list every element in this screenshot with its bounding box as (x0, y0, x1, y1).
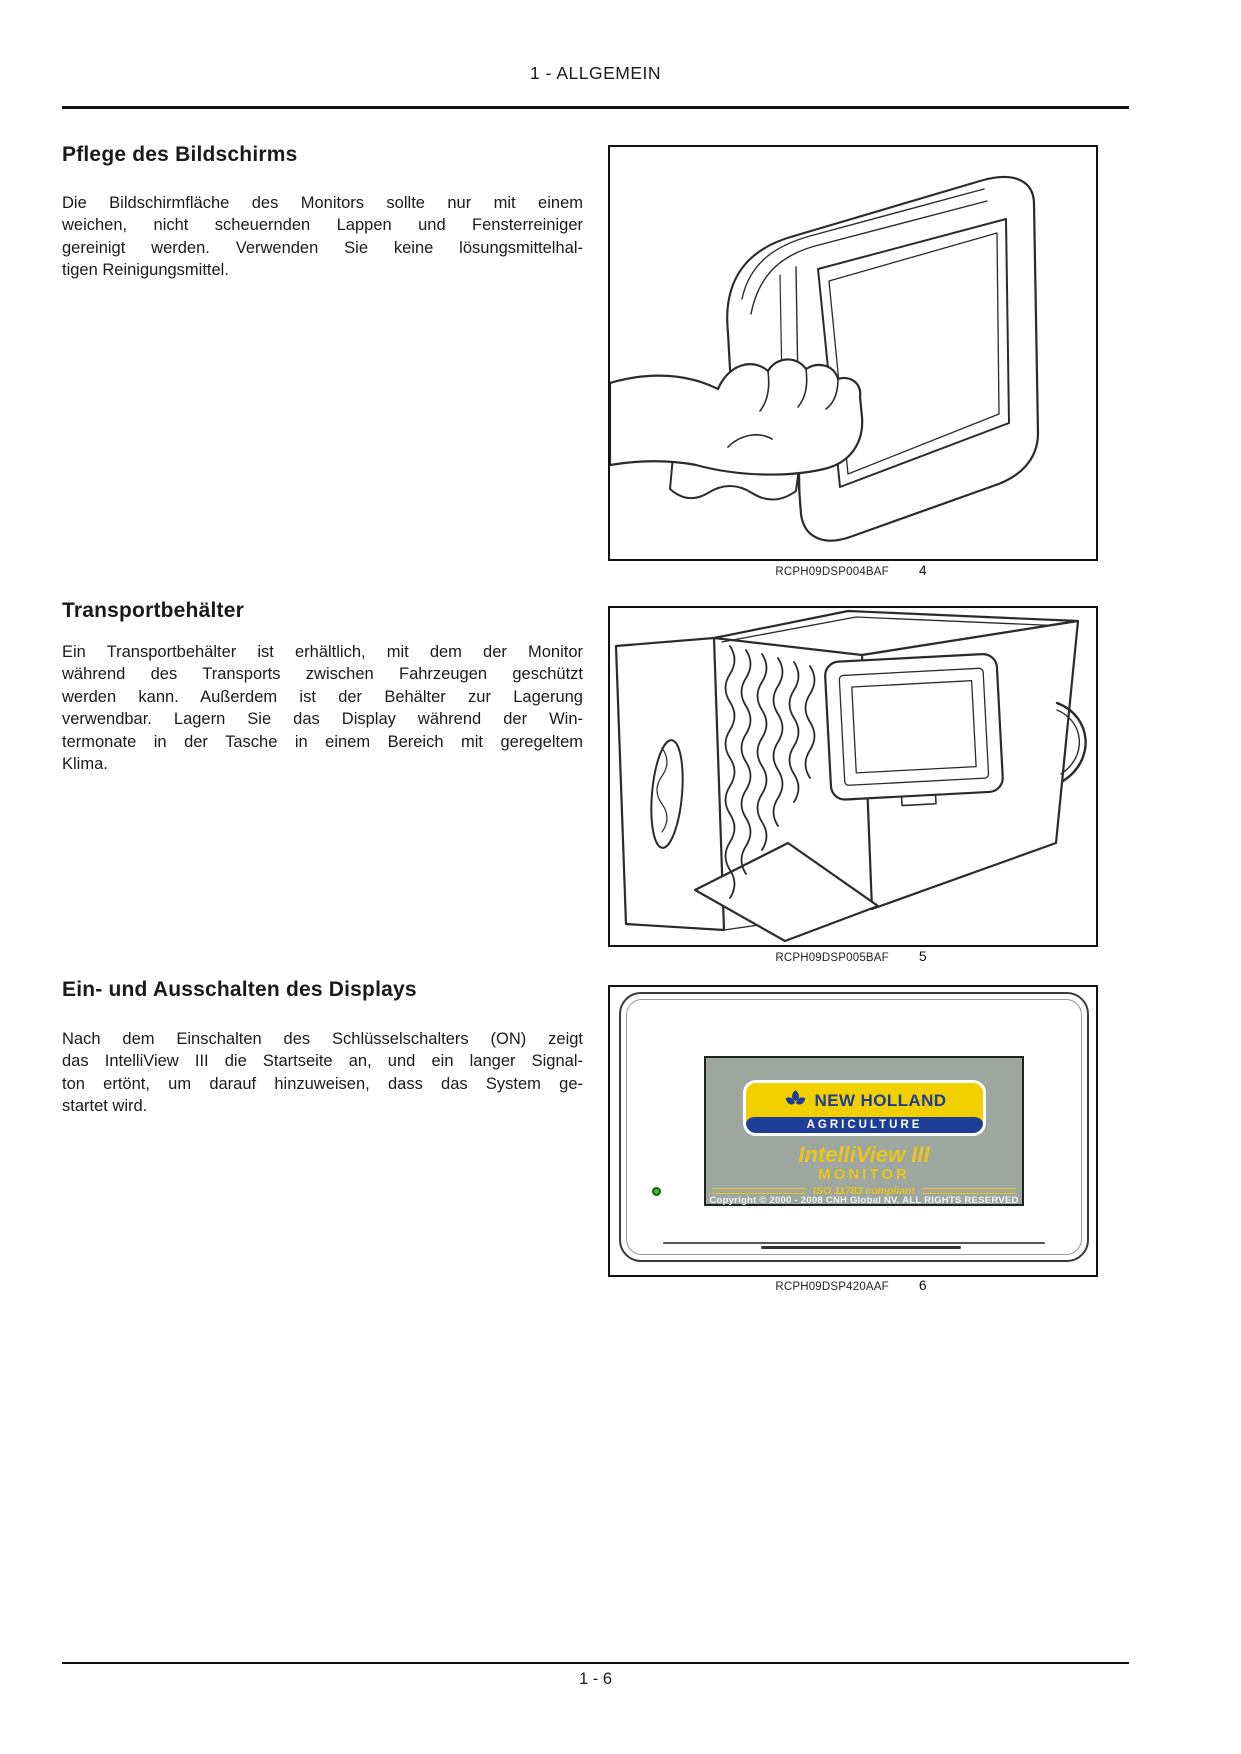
paragraph-line: Klima. (62, 755, 108, 774)
brand-sub-band (746, 1117, 983, 1133)
section-heading-transportbehaelter: Transportbehälter (62, 599, 244, 622)
transport-case-drawing (610, 608, 1096, 945)
monitor-bottom-bar (761, 1246, 961, 1249)
product-sub: MONITOR (818, 1166, 910, 1183)
figure-ref: RCPH09DSP005BAF (775, 952, 889, 964)
brand-sub-label: AGRICULTURE (806, 1119, 923, 1131)
figure-ref: RCPH09DSP420AAF (775, 1281, 889, 1293)
figure-startup-screen (608, 985, 1098, 1277)
figure-caption (608, 948, 1094, 964)
monitor-bezel (619, 992, 1089, 1262)
figure-caption (608, 562, 1094, 578)
section-heading-pflege: Pflege des Bildschirms (62, 143, 298, 166)
section-paragraph-ein-ausschalten (62, 1028, 583, 1118)
figure-number: 5 (918, 948, 927, 964)
paragraph-line: termonate in der Tasche in einem Bereich mit geregeltem (62, 732, 583, 751)
paragraph-line: weichen, nicht scheuernden Lappen und Fensterreiniger (62, 216, 583, 235)
power-led-indicator (652, 1187, 661, 1196)
page-number: 1 - 6 (578, 1670, 613, 1688)
section-paragraph-transportbehaelter (62, 641, 583, 775)
page-header-title: 1 - ALLGEMEIN (530, 63, 661, 83)
figure-transport-case (608, 606, 1098, 947)
paragraph-line: werden kann. Außerdem ist der Behälter zur Lagerung (62, 687, 583, 706)
iso-rule-right (922, 1188, 1016, 1194)
new-holland-leaf-icon (783, 1089, 808, 1114)
iso-compliance-label: ISO 11783 compliant (813, 1185, 915, 1197)
paragraph-line: Nach dem Einschalten des Schlüsselschalters (ON) zeigt (62, 1030, 583, 1048)
startup-screen (704, 1056, 1024, 1206)
paragraph-line: Die Bildschirmfläche des Monitors sollte nur mit einem (62, 194, 583, 212)
paragraph-line: tigen Reinigungsmittel. (62, 261, 229, 280)
paragraph-line: startet wird. (62, 1097, 148, 1116)
paragraph-line: das IntelliView III die Startseite an, und ein langer Signal- (62, 1052, 583, 1071)
paragraph-line: ton ertönt, um darauf hinzuweisen, dass das System ge- (62, 1074, 583, 1093)
figure-number: 4 (918, 562, 927, 578)
monitor-bottom-groove (663, 1242, 1045, 1244)
header-rule (62, 106, 1129, 109)
copyright-line: Copyright © 2000 - 2008 CNH Global NV. ALL RIGHTS RESERVED (709, 1195, 1019, 1206)
paragraph-line: Ein Transportbehälter ist erhältlich, mit dem der Monitor (62, 643, 583, 661)
figure-hand-cleaning-monitor (608, 145, 1098, 561)
paragraph-line: während des Transports zwischen Fahrzeugen geschützt (62, 665, 583, 684)
section-paragraph-pflege (62, 192, 583, 282)
paragraph-line: verwendbar. Lagern Sie das Display während der Win- (62, 710, 583, 729)
footer-rule (62, 1662, 1129, 1664)
paragraph-line: gereinigt werden. Verwenden Sie keine lösungsmittelhal- (62, 238, 583, 257)
product-name: IntelliView III (798, 1142, 930, 1167)
new-holland-logo (743, 1080, 986, 1136)
figure-caption (608, 1277, 1094, 1293)
brand-name: NEW HOLLAND (814, 1091, 947, 1110)
hand-cleaning-monitor-drawing (610, 147, 1096, 559)
iso-rule-left (712, 1188, 806, 1194)
section-heading-ein-ausschalten: Ein- und Ausschalten des Displays (62, 978, 417, 1001)
figure-ref: RCPH09DSP004BAF (775, 566, 889, 578)
logo-top-row (746, 1083, 983, 1119)
figure-number: 6 (918, 1277, 927, 1293)
